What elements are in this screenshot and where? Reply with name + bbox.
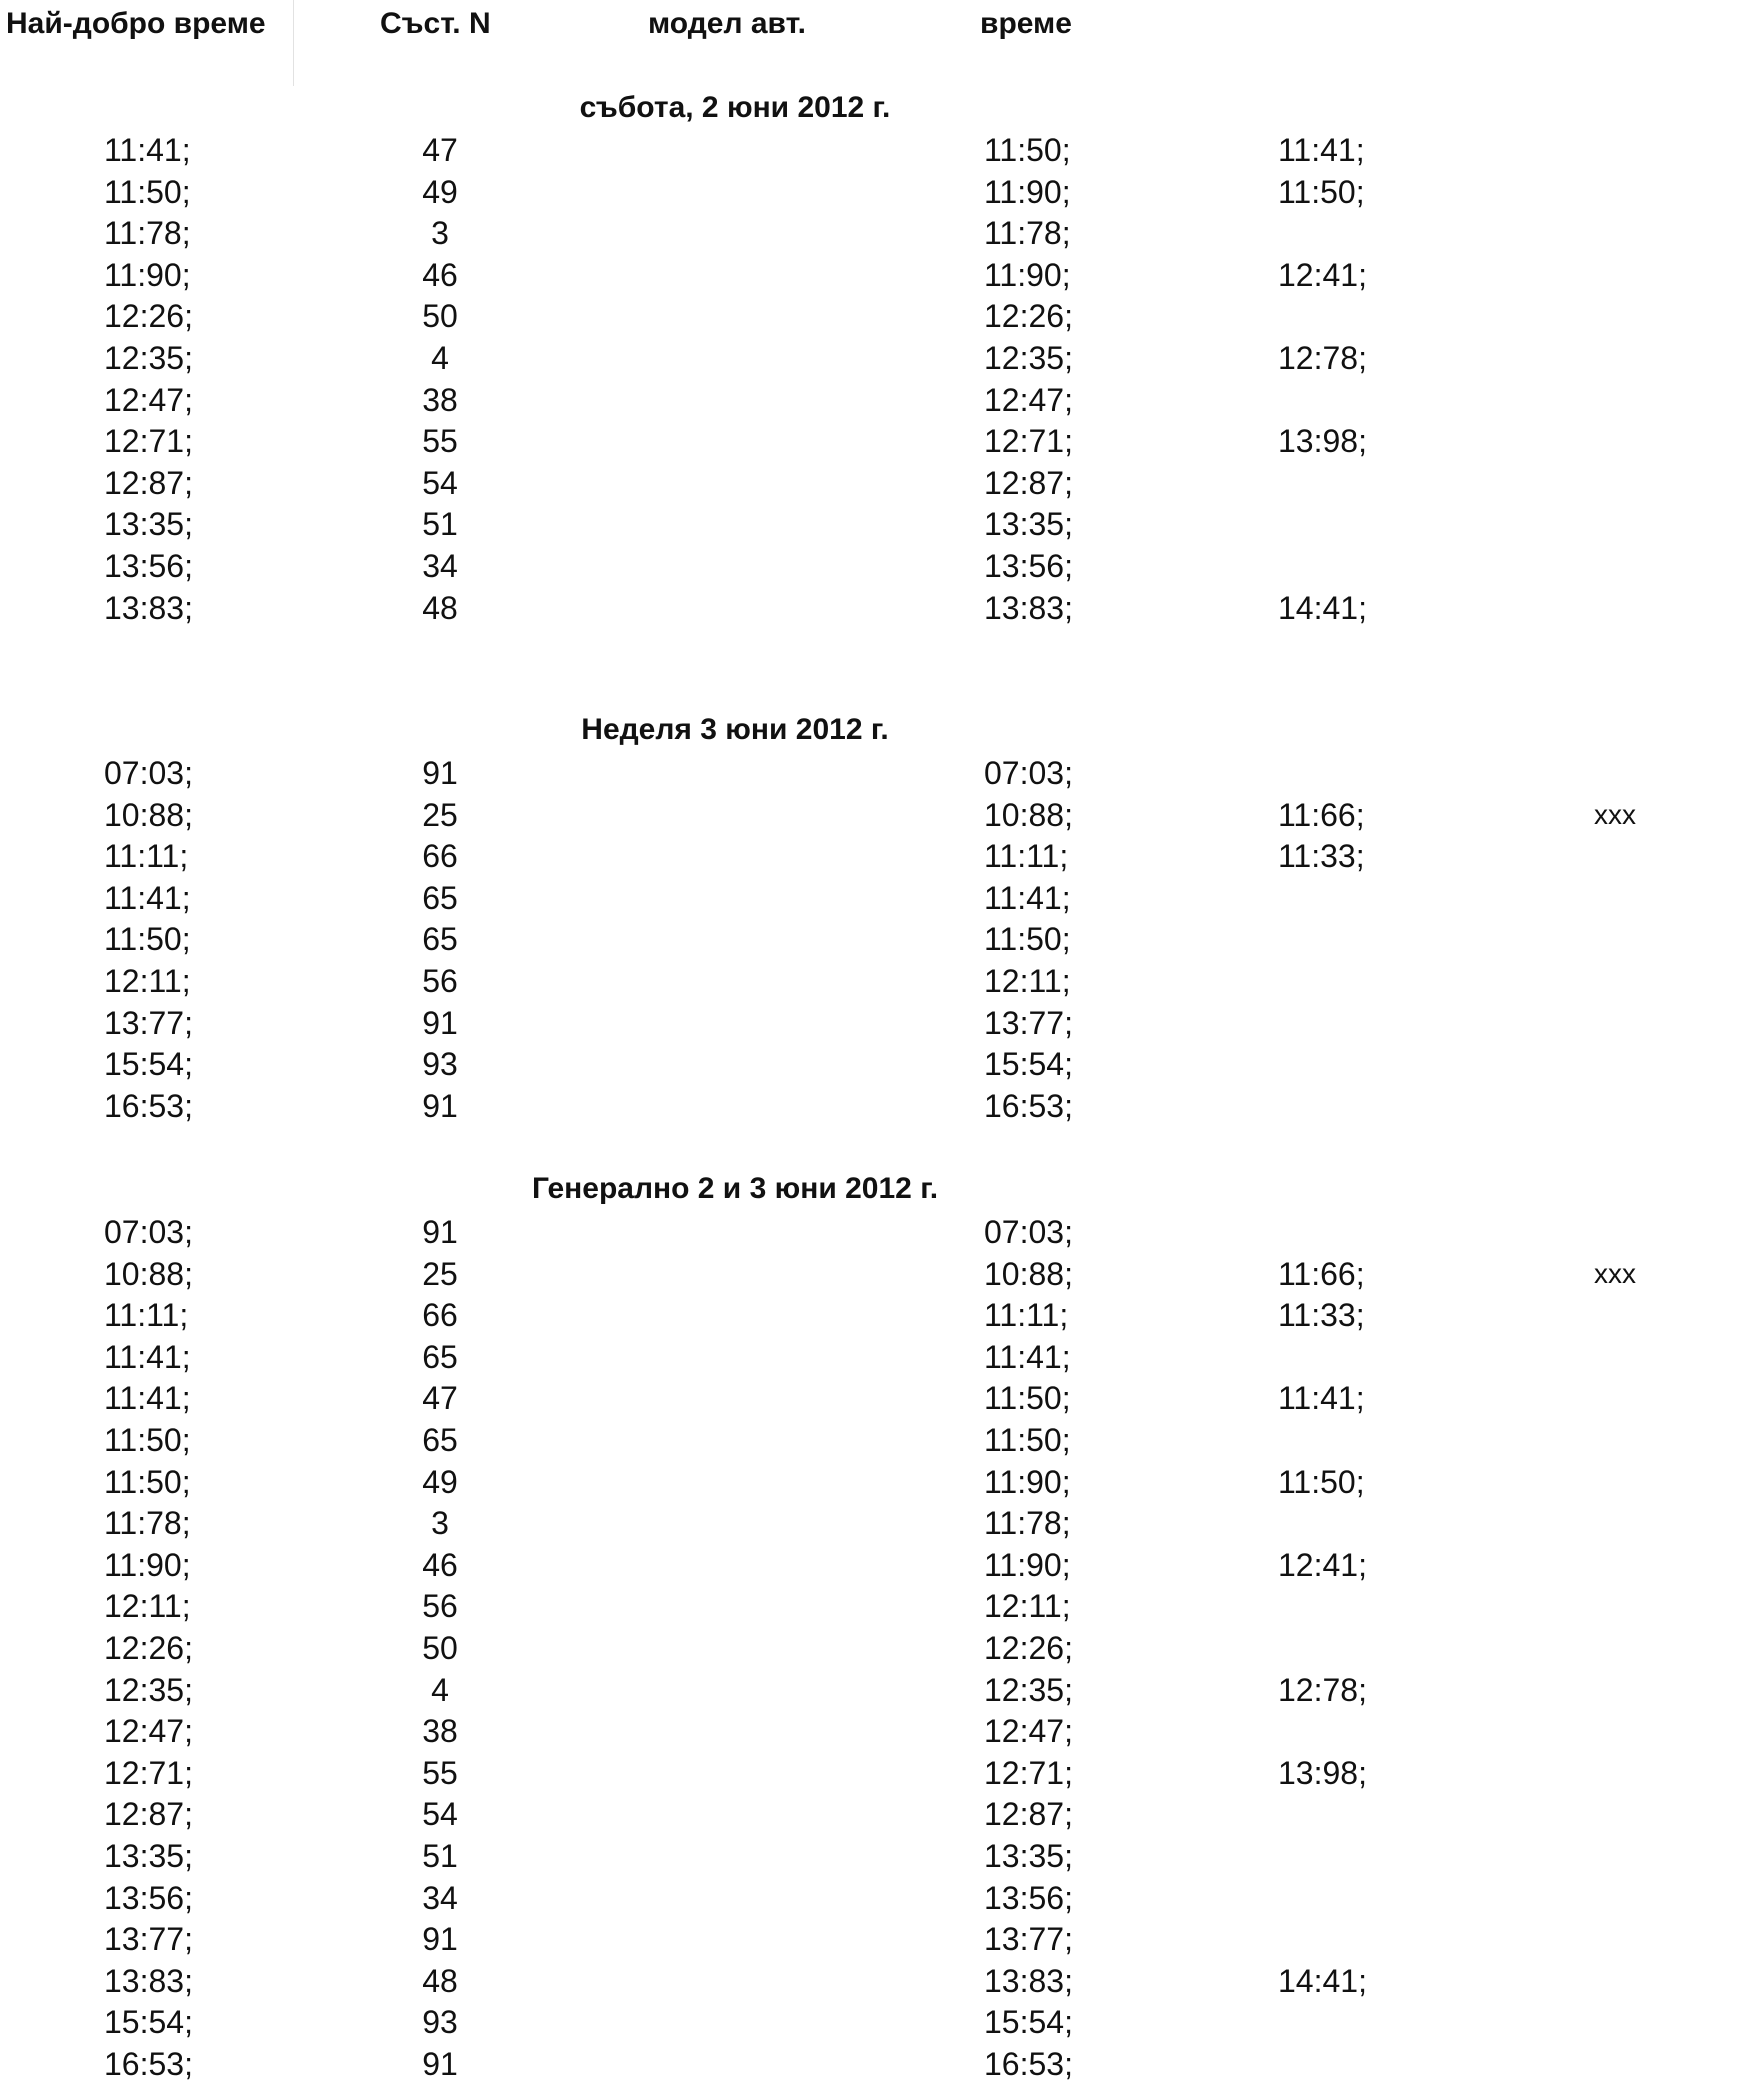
comp-no-cell: 91 [422,1004,458,1041]
table-row [0,214,1764,256]
extra-time-cell: 11:66; [1278,796,1365,833]
best-time-cell: 11:78; [104,1505,191,1542]
table-row [0,256,1764,298]
best-time-cell: 12:87; [104,464,193,501]
table-row [0,547,1764,589]
time-cell: 10:88; [984,796,1073,833]
best-time-cell: 13:77; [104,1004,193,1041]
best-time-cell: 16:53; [104,2046,193,2082]
table-row [0,1754,1764,1796]
extra-time-cell: 13:98; [1278,1754,1367,1791]
time-cell: 10:88; [984,1255,1073,1292]
table-row [0,1338,1764,1380]
time-cell: 13:35; [984,506,1073,543]
table-row [0,1296,1764,1338]
best-time-cell: 13:83; [104,1962,193,1999]
time-cell: 12:87; [984,464,1073,501]
time-cell: 13:56; [984,548,1073,584]
table-row [0,920,1764,962]
header-divider [293,0,294,86]
time-cell: 07:03; [984,1214,1073,1250]
best-time-cell: 13:35; [104,506,193,543]
comp-no-cell: 47 [422,132,458,168]
time-cell: 11:90; [984,256,1071,293]
time-cell: 11:50; [984,921,1071,958]
comp-no-cell: 91 [422,1087,458,1124]
comp-no-cell: 50 [422,298,458,335]
best-time-cell: 07:03; [104,755,193,791]
time-cell: 12:71; [984,423,1073,460]
time-cell: 13:83; [984,589,1073,626]
best-time-cell: 13:77; [104,1921,193,1958]
best-time-cell: 12:87; [104,1796,193,1833]
comp-no-cell: 34 [422,548,458,584]
table-row [0,796,1764,838]
comp-no-cell: 34 [422,1879,458,1916]
time-cell: 12:11; [984,963,1071,999]
table-row [0,422,1764,464]
extra-time-cell: 13:98; [1278,423,1367,460]
time-cell: 13:83; [984,1962,1073,1999]
best-time-cell: 11:50; [104,921,191,958]
best-time-cell: 11:11; [104,1297,189,1334]
best-time-cell: 11:50; [104,1463,191,1500]
extra-time-cell: 12:41; [1278,256,1367,293]
comp-no-cell: 46 [422,1546,458,1583]
comp-no-cell: 51 [422,1838,458,1874]
table-row [0,1087,1764,1129]
time-cell: 13:56; [984,1879,1073,1916]
table-row [0,1837,1764,1879]
table-row [0,589,1764,631]
comp-no-cell: 38 [422,381,458,418]
best-time-cell: 12:26; [104,298,193,335]
table-row [0,1712,1764,1754]
best-time-cell: 11:41; [104,879,191,916]
table-row [0,2045,1764,2087]
best-time-cell: 16:53; [104,1087,193,1124]
best-time-cell: 13:56; [104,1879,193,1916]
table-row [0,1879,1764,1921]
time-cell: 12:26; [984,1630,1073,1666]
time-cell: 15:54; [984,1046,1073,1083]
comp-no-cell: 66 [422,838,458,875]
best-time-cell: 11:41; [104,1338,191,1375]
time-cell: 11:41; [984,1338,1071,1375]
table-row [0,1421,1764,1463]
best-time-cell: 11:41; [104,1380,191,1417]
best-time-cell: 12:35; [104,1671,193,1708]
comp-no-cell: 4 [431,1671,449,1708]
time-cell: 11:90; [984,173,1071,210]
time-cell: 12:11; [984,1588,1071,1625]
table-row [0,1671,1764,1713]
section-title: Неделя 3 юни 2012 г. [581,713,889,746]
time-cell: 13:77; [984,1921,1073,1958]
table-row [0,754,1764,796]
best-time-cell: 12:26; [104,1630,193,1666]
table-row [0,879,1764,921]
header-time: време [980,7,1072,40]
table-row [0,1629,1764,1671]
comp-no-cell: 3 [431,1505,449,1542]
best-time-cell: 10:88; [104,796,193,833]
time-cell: 15:54; [984,2004,1073,2041]
header-comp-no: Съст. N [380,7,491,40]
comp-no-cell: 48 [422,1962,458,1999]
best-time-cell: 12:47; [104,1713,193,1750]
extra-time-cell: 11:50; [1278,173,1365,210]
best-time-cell: 11:90; [104,1546,191,1583]
time-cell: 12:71; [984,1754,1073,1791]
time-cell: 11:50; [984,1422,1071,1458]
table-row [0,1213,1764,1255]
time-cell: 11:50; [984,1380,1071,1417]
extra-time-cell: 11:50; [1278,1463,1365,1500]
best-time-cell: 11:50; [104,173,191,210]
extra-time-cell: 11:33; [1278,838,1365,875]
best-time-cell: 12:11; [104,963,191,999]
time-cell: 12:47; [984,1713,1073,1750]
best-time-cell: 12:47; [104,381,193,418]
comp-no-cell: 25 [422,1255,458,1292]
best-time-cell: 15:54; [104,2004,193,2041]
table-row [0,1045,1764,1087]
time-cell: 11:90; [984,1546,1071,1583]
best-time-cell: 11:90; [104,256,191,293]
time-cell: 12:35; [984,1671,1073,1708]
comp-no-cell: 54 [422,1796,458,1833]
comp-no-cell: 4 [431,340,449,376]
comp-no-cell: 46 [422,256,458,293]
comp-no-cell: 65 [422,879,458,916]
comp-no-cell: 91 [422,1214,458,1250]
section-title: събота, 2 юни 2012 г. [579,91,891,124]
best-time-cell: 11:41; [104,132,191,168]
comp-no-cell: 47 [422,1380,458,1417]
best-time-cell: 10:88; [104,1255,193,1292]
extra-time-cell: 12:78; [1278,1671,1367,1708]
table-row [0,381,1764,423]
comp-no-cell: 51 [422,506,458,543]
table-row [0,1962,1764,2004]
comp-no-cell: 38 [422,1713,458,1750]
table-row [0,1920,1764,1962]
time-cell: 13:77; [984,1004,1073,1041]
extra-time-cell: 12:78; [1278,340,1367,376]
best-time-cell: 13:83; [104,589,193,626]
table-row [0,1795,1764,1837]
note-cell: xxx [1594,798,1636,830]
time-cell: 11:90; [984,1463,1071,1500]
table-row [0,1463,1764,1505]
table-row [0,1379,1764,1421]
time-cell: 16:53; [984,2046,1073,2082]
header-car-model: модел авт. [648,7,806,40]
best-time-cell: 12:71; [104,1754,193,1791]
time-cell: 11:50; [984,132,1071,168]
comp-no-cell: 25 [422,796,458,833]
time-cell: 11:78; [984,1505,1071,1542]
table-row [0,837,1764,879]
comp-no-cell: 91 [422,2046,458,2082]
time-cell: 16:53; [984,1087,1073,1124]
table-row [0,1504,1764,1546]
section-title: Генерално 2 и 3 юни 2012 г. [531,1172,939,1205]
table-row [0,2003,1764,2045]
time-cell: 11:41; [984,879,1071,916]
time-cell: 12:26; [984,298,1073,335]
comp-no-cell: 65 [422,1422,458,1458]
comp-no-cell: 65 [422,1338,458,1375]
table-row [0,962,1764,1004]
table-row [0,297,1764,339]
best-time-cell: 12:11; [104,1588,191,1625]
time-cell: 12:35; [984,340,1073,376]
extra-time-cell: 11:66; [1278,1255,1365,1292]
comp-no-cell: 65 [422,921,458,958]
table-row [0,1004,1764,1046]
comp-no-cell: 3 [431,215,449,252]
best-time-cell: 07:03; [104,1214,193,1250]
best-time-cell: 12:71; [104,423,193,460]
best-time-cell: 13:35; [104,1838,193,1874]
best-time-cell: 11:78; [104,215,191,252]
table-row [0,173,1764,215]
comp-no-cell: 91 [422,755,458,791]
table-row [0,1255,1764,1297]
table-row [0,131,1764,173]
extra-time-cell: 14:41; [1278,589,1367,626]
table-row [0,464,1764,506]
table-row [0,1587,1764,1629]
best-time-cell: 13:56; [104,548,193,584]
time-cell: 07:03; [984,755,1073,791]
time-cell: 12:47; [984,381,1073,418]
time-cell: 13:35; [984,1838,1073,1874]
comp-no-cell: 54 [422,464,458,501]
time-cell: 11:11; [984,1297,1069,1334]
comp-no-cell: 55 [422,1754,458,1791]
extra-time-cell: 11:41; [1278,132,1365,168]
comp-no-cell: 93 [422,1046,458,1083]
comp-no-cell: 48 [422,589,458,626]
comp-no-cell: 91 [422,1921,458,1958]
time-cell: 11:78; [984,215,1071,252]
header-best-time: Най-добро време [6,7,266,40]
best-time-cell: 12:35; [104,340,193,376]
extra-time-cell: 12:41; [1278,1546,1367,1583]
note-cell: xxx [1594,1257,1636,1289]
time-cell: 12:87; [984,1796,1073,1833]
comp-no-cell: 49 [422,173,458,210]
comp-no-cell: 56 [422,963,458,999]
best-time-cell: 15:54; [104,1046,193,1083]
time-cell: 11:11; [984,838,1069,875]
table-row [0,505,1764,547]
extra-time-cell: 11:41; [1278,1380,1365,1417]
extra-time-cell: 11:33; [1278,1297,1365,1334]
table-row [0,1546,1764,1588]
comp-no-cell: 56 [422,1588,458,1625]
comp-no-cell: 49 [422,1463,458,1500]
table-row [0,339,1764,381]
best-time-cell: 11:11; [104,838,189,875]
comp-no-cell: 55 [422,423,458,460]
comp-no-cell: 66 [422,1297,458,1334]
comp-no-cell: 50 [422,1630,458,1666]
best-time-cell: 11:50; [104,1422,191,1458]
extra-time-cell: 14:41; [1278,1962,1367,1999]
comp-no-cell: 93 [422,2004,458,2041]
